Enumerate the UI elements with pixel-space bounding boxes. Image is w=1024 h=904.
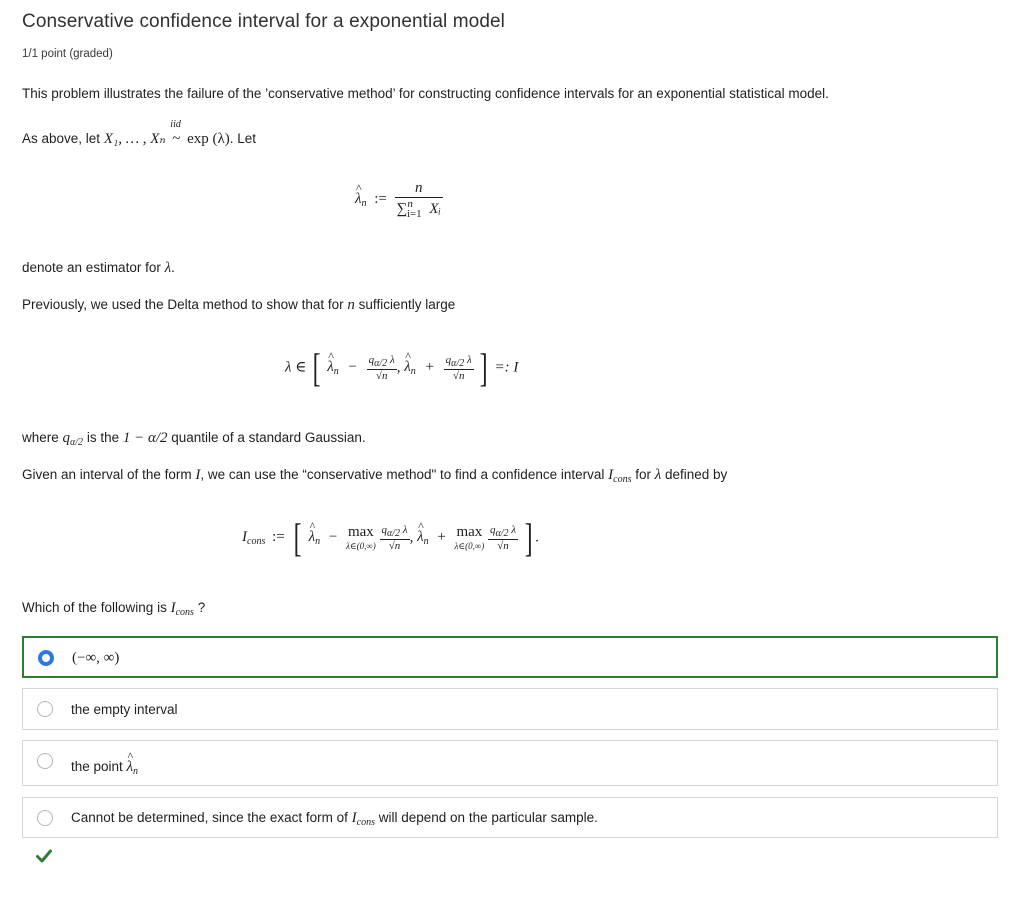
delta-interval-equation: λ ∈ [ ^ $\lambda_n$ − $\frac{q\alpha/2 \lambda}{√n}$ , ^ $\lambda_n$ + $\frac{q\alpha/2 \lambda}{√n}$ ] =: I: [285, 348, 518, 388]
where-line: where $q_{\alpha/2}$ is the 1 − α/2 quantile of a standard Gaussian.: [22, 430, 366, 448]
previously-line: Previously, we used the Delta method to show that for n sufficiently large: [22, 297, 456, 313]
question-line: Which of the following is $I_{cons}$ ?: [22, 600, 206, 618]
sample-vars: X₁, … , Xₙ: [103, 131, 166, 147]
option-cannot-determine[interactable]: [22, 797, 998, 838]
radio-option-1[interactable]: [38, 650, 54, 666]
estimator-numerator: n: [415, 180, 423, 196]
option-label: the point ^ $\lambda_n$: [71, 759, 138, 777]
as-above-line: [22, 119, 257, 148]
radio-option-3[interactable]: [37, 753, 53, 769]
lambda-hat-n: ^ $\lambda_n$: [355, 191, 367, 209]
as-above-prefix: As above, let: [22, 131, 104, 146]
option-label: (−∞, ∞): [72, 650, 120, 666]
option-empty-interval[interactable]: [22, 688, 998, 730]
conservative-interval-equation: $I_{cons}$ := [ ^ $\lambda_n$ − max λ∈(0,∞) $\frac{q\alpha/2 \lambda}{√n}$ , ^ $\lambda_n$ + max λ∈(0,∞) $\frac{q\alpha/2 \lambda}{√n}$ ] .: [242, 518, 539, 558]
intro-text: This problem illustrates the failure of the ’conservative method’ for constructing confidence intervals for an exponential statistical model.: [22, 86, 829, 101]
option-label: Cannot be determined, since the exact form of $I_{cons}$ will depend on the particular sample.: [71, 810, 598, 828]
option-point-estimator[interactable]: [22, 740, 998, 786]
option-infinite-interval[interactable]: [22, 636, 998, 678]
as-above-suffix: . Let: [229, 131, 257, 146]
exp-lambda: exp (λ): [187, 131, 230, 147]
sim-symbol: ~: [172, 131, 181, 147]
estimator-denominator: ∑$^n_{i=1}$ Xᵢ: [396, 198, 441, 220]
option-label: the empty interval: [71, 702, 178, 717]
iid-label: iid: [170, 119, 181, 130]
assign-symbol: :=: [374, 191, 387, 208]
radio-option-4[interactable]: [37, 810, 53, 826]
denote-line: denote an estimator for λ.: [22, 260, 175, 276]
estimator-fraction: [395, 180, 443, 220]
checkmark-icon: [36, 849, 52, 863]
given-line: Given an interval of the form I, we can use the “conservative method" to find a confidence interval $I_{cons}$ for λ defined by: [22, 467, 728, 485]
radio-option-2[interactable]: [37, 701, 53, 717]
points-label: 1/1 point (graded): [22, 48, 113, 60]
problem-title: Conservative confidence interval for a exponential model: [22, 11, 505, 32]
estimator-equation: [355, 180, 443, 220]
